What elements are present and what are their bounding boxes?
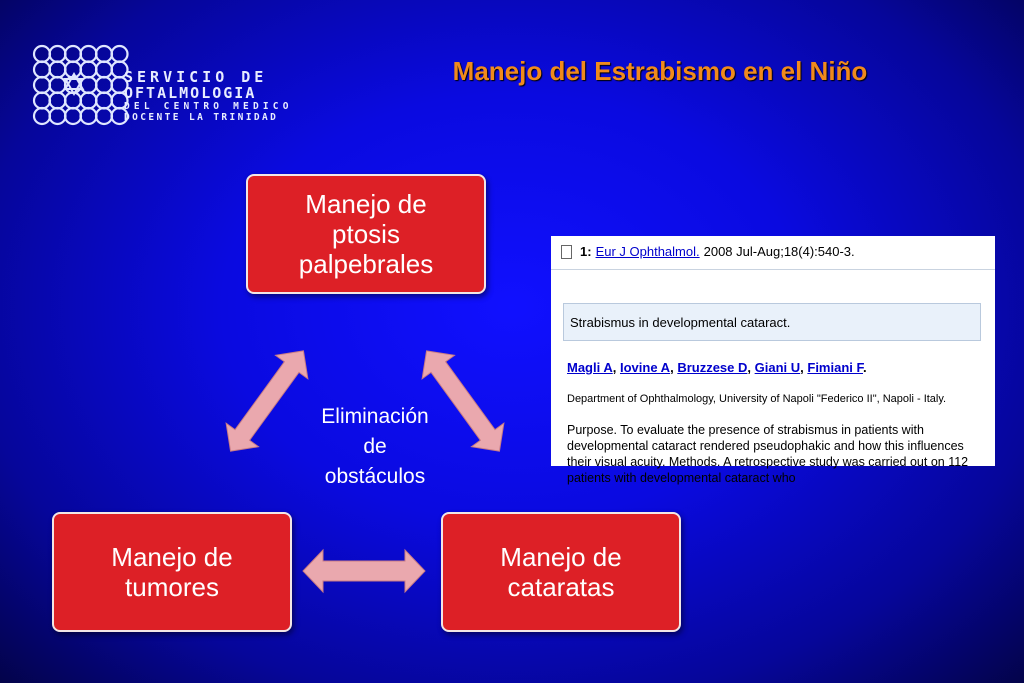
box-ptosis-line-3: palpebrales [298, 249, 434, 279]
citation-details: 2008 Jul-Aug;18(4):540-3. [703, 244, 855, 259]
author-link[interactable]: Iovine A [619, 360, 671, 375]
box-ptosis-line-1: Manejo de [305, 189, 427, 219]
author-link[interactable]: Giani U [754, 360, 801, 375]
box-cataratas [441, 512, 681, 632]
box-cataratas-line-1: Manejo de [500, 542, 622, 572]
center-line-1: Eliminación [321, 405, 429, 428]
checkbox-icon[interactable] [561, 245, 572, 259]
author-list: Magli A, Iovine A, Bruzzese D, Giani U, Fimiani F. [567, 360, 867, 375]
divider [551, 269, 995, 270]
slide-title: Manejo del Estrabismo en el Niño [452, 56, 868, 86]
arrow-bottom-horizontal [303, 550, 425, 592]
logo-line-1: SERVICIO DE [124, 68, 268, 86]
logo-line-2: OFTALMOLOGIA [124, 84, 257, 102]
logo-line-3: DEL CENTRO MEDICO [124, 101, 293, 112]
logo-line-4: DOCENTE LA TRINIDAD [124, 111, 279, 123]
author-link[interactable]: Fimiani F [807, 360, 863, 375]
journal-link[interactable]: Eur J Ophthalmol. [595, 244, 700, 259]
box-tumores-line-2: tumores [125, 572, 219, 602]
box-ptosis-line-2: ptosis [332, 219, 400, 249]
center-line-3: obstáculos [324, 465, 426, 488]
box-cataratas-line-2: cataratas [507, 572, 615, 602]
article-title: Strabismus in developmental cataract. [563, 303, 981, 341]
result-index: 1: [580, 244, 592, 259]
author-link[interactable]: Bruzzese D [677, 360, 748, 375]
center-label [302, 402, 448, 492]
center-line-2: de [363, 435, 387, 458]
box-tumores [52, 512, 292, 632]
author-link[interactable]: Magli A [567, 360, 613, 375]
citation-header [561, 244, 855, 259]
pubmed-excerpt [551, 236, 995, 485]
abstract-text: Purpose. To evaluate the presence of strabismus in patients with developmental cataract rendered pseudophakic and how this influences their visual acuity. Methods. A retrospective study was carried out on 112 patients with developmental cataract who [567, 423, 969, 485]
box-tumores-line-1: Manejo de [111, 542, 233, 572]
affiliation: Department of Ophthalmology, University of Napoli "Federico II", Napoli - Italy. [567, 393, 947, 405]
box-ptosis [246, 174, 486, 294]
